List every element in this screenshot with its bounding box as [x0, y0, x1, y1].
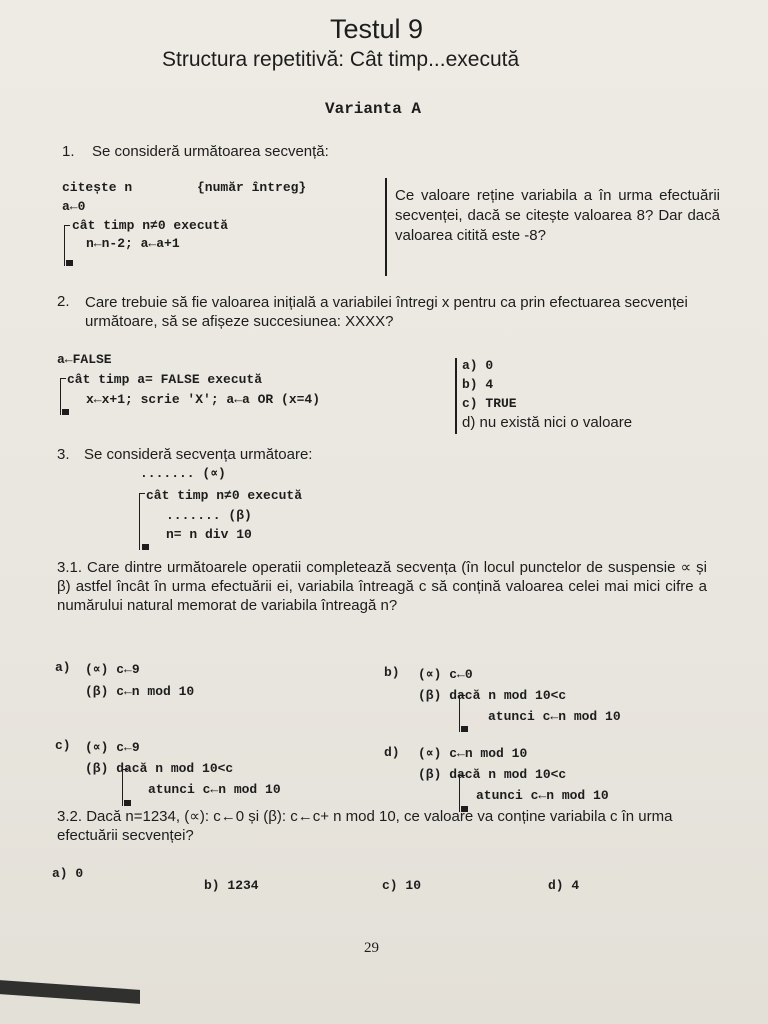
- page-number: 29: [364, 940, 379, 956]
- q3-number: 3.: [57, 446, 70, 463]
- q3-intro: Se consideră secvența următoare:: [84, 446, 313, 463]
- q2-text: Care trebuie să fie valoarea inițială a variabilei întregi x pentru ca prin efectuarea secvenței următoare, să se afișeze succesiunea: XXXX?: [85, 294, 688, 330]
- q31-option-d-alpha: (∝) c←n mod 10: [418, 746, 528, 761]
- q31-number: 3.1.: [57, 559, 83, 576]
- q31-option-a-label: a): [55, 660, 71, 675]
- q2-code-line: x←x+1; scrie 'X'; a←a OR (x=4): [86, 392, 321, 407]
- q32-text: [57, 807, 707, 845]
- if-end-marker: [461, 726, 468, 732]
- loop-end-marker: [62, 409, 69, 415]
- q1-code-line: a←0: [62, 199, 86, 214]
- q31-option-b-then: atunci c←n mod 10: [488, 709, 621, 724]
- q2-number: 2.: [57, 293, 70, 310]
- loop-end-marker: [142, 544, 149, 550]
- q2-option: b) 4: [462, 377, 494, 392]
- q2-option: d) nu există nici o valoare: [462, 414, 633, 431]
- q31-text: [57, 558, 707, 615]
- q2-option: a) 0: [462, 358, 494, 373]
- q32-option: d) 4: [548, 878, 580, 893]
- q3-code-line: ....... (β): [166, 508, 252, 523]
- q1-intro: Se consideră următoarea secvență:: [92, 143, 329, 160]
- q2-option: c) TRUE: [462, 396, 517, 411]
- q31-option-d-label: d): [384, 745, 400, 760]
- q32-number: 3.2.: [57, 808, 83, 825]
- q1-code-line: n←n-2; a←a+1: [86, 236, 180, 251]
- q1-question: Ce valoare reține variabila a în urma efectuării secvenței, dacă se citește valoarea 8? Dar dacă valoarea citită este -8?: [395, 187, 720, 244]
- column-divider: [455, 358, 457, 434]
- q31-option-d-then: atunci c←n mod 10: [476, 788, 609, 803]
- q32-option: b) 1234: [204, 878, 259, 893]
- column-divider: [385, 178, 387, 276]
- q2-code-line: a←FALSE: [57, 352, 112, 367]
- q31-option-c-alpha: (∝) c←9: [85, 740, 140, 755]
- variant-heading: Varianta A: [325, 100, 422, 118]
- page-subtitle: Structura repetitivă: Cât timp...execută: [162, 48, 520, 71]
- q31-option-b-label: b): [384, 665, 400, 680]
- q3-code-line: cât timp n≠0 execută: [146, 488, 303, 503]
- q31-option-a-beta: (β) c←n mod 10: [85, 684, 195, 699]
- loop-end-marker: [66, 260, 73, 266]
- binding-shadow: [0, 980, 140, 1004]
- page-title: Testul 9: [330, 14, 424, 44]
- q32-option: c) 10: [382, 878, 422, 893]
- q32-body: Dacă n=1234, (∝): c←0 și (β): c←c+ n mod 10, ce valoare va conține variabila c în urma efectuării secvenței?: [57, 808, 673, 844]
- q31-option-b-alpha: (∝) c←0: [418, 667, 473, 682]
- if-end-marker: [124, 800, 131, 806]
- q1-code-line: citește n: [62, 180, 133, 195]
- q3-code-line: n= n div 10: [166, 527, 252, 542]
- q3-code-line: ....... (∝): [140, 466, 226, 481]
- q2-code-line: cât timp a= FALSE execută: [67, 372, 263, 387]
- q1-code-comment: {număr întreg}: [197, 180, 307, 195]
- q31-option-d-beta: (β) dacă n mod 10<c: [418, 767, 567, 782]
- q31-body: Care dintre următoarele operatii completează secvența (în locul punctelor de suspensie ∝ și β) astfel încât în urma efectuării ei, variabila întreagă c să conțină valoarea celei mai mici cifre a numărului natural memorat de variabila întreagă n?: [57, 559, 707, 614]
- q31-option-c-then: atunci c←n mod 10: [148, 782, 281, 797]
- q1-code-line: cât timp n≠0 execută: [72, 218, 229, 233]
- q31-option-c-beta: (β) dacă n mod 10<c: [85, 761, 234, 776]
- loop-bracket: [139, 493, 145, 550]
- q32-option: a) 0: [52, 866, 84, 881]
- q31-option-b-beta: (β) dacă n mod 10<c: [418, 688, 567, 703]
- q31-option-a-alpha: (∝) c←9: [85, 662, 140, 677]
- q31-option-c-label: c): [55, 738, 71, 753]
- q1-number: 1.: [62, 143, 75, 160]
